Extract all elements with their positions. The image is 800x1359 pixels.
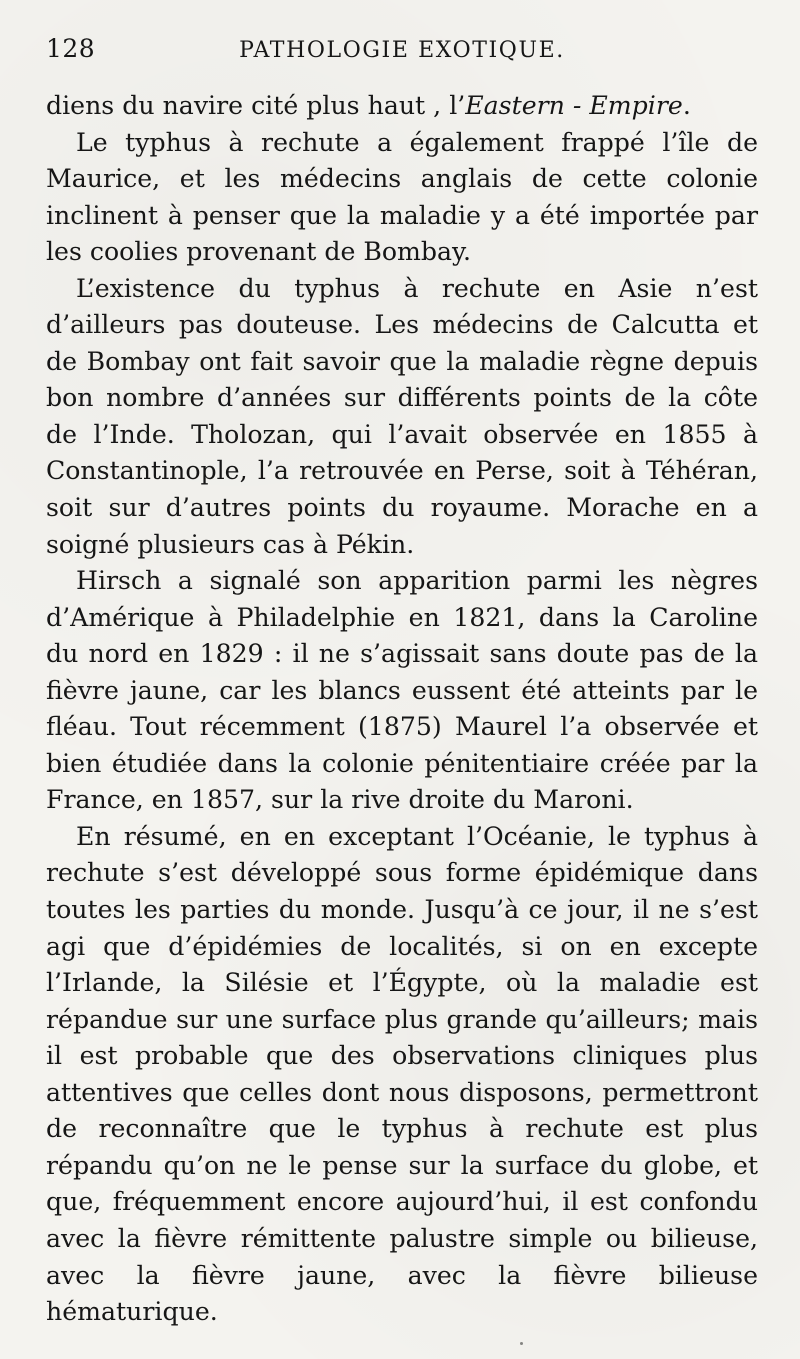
ship-name: Eastern - Empire — [465, 91, 683, 120]
running-head: PATHOLOGIE EXOTIQUE. — [239, 38, 565, 63]
paragraph-america: Hirsch a signalé son apparition parmi les nègres d’Amérique à Philadelphie en 1821, dans la Caroline du nord en 1829 : il ne s’agissait sans doute pas de la fièvre jaune, car les blancs eussent été atteints par le fléau. Tout récemment (1875) Maurel l’a observée et bien étudiée dans la colonie pénitentiaire créée par la France, en 1857, sur la rive droite du Maroni. — [46, 566, 758, 815]
document-body — [46, 88, 758, 1331]
paragraph-summary: En résumé, en en exceptant l’Océanie, le typhus à rechute s’est développé sous forme épidémique dans toutes les parties du monde. Jusqu’à ce jour, il ne s’est agi que d’épidémies de localités, si on en excepte l’Irlande, la Silésie et l’Égypte, où la maladie est répandue sur une surface plus grande qu’ailleurs; mais il est probable que des observations cliniques plus attentives que celles dont nous disposons, permettront de reconnaître que le typhus à rechute est plus répandu qu’on ne le pense sur la surface du globe, et que, fréquemment encore aujourd’hui, il est confondu avec la fièvre rémittente palustre simple ou bilieuse, avec la fièvre jaune, avec la fièvre bilieuse hématurique. — [46, 821, 758, 1327]
scan-speck — [520, 1342, 523, 1345]
paragraph-text: diens du navire cité plus haut , l’ — [46, 91, 466, 120]
paragraph-asia: L’existence du typhus à rechute en Asie n’est d’ailleurs pas douteuse. Les médecins de Calcutta et de Bombay ont fait savoir que la maladie règne depuis bon nombre d’années sur différents points de la côte de l’Inde. Tholozan, qui l’avait observée en 1855 à Constantinople, l’a retrouvée en Perse, soit à Téhéran, soit sur d’autres points du royaume. Morache en a soigné plusieurs cas à Pékin. — [46, 273, 758, 559]
page-number: 128 — [46, 34, 96, 63]
paragraph-continuation — [46, 88, 758, 125]
page-header — [46, 34, 758, 74]
paragraph-maurice: Le typhus à rechute a également frappé l’île de Maurice, et les médecins anglais de cette colonie inclinent à penser que la maladie y a été importée par les coolies provenant de Bombay. — [46, 127, 758, 267]
punctuation: . — [682, 91, 691, 120]
